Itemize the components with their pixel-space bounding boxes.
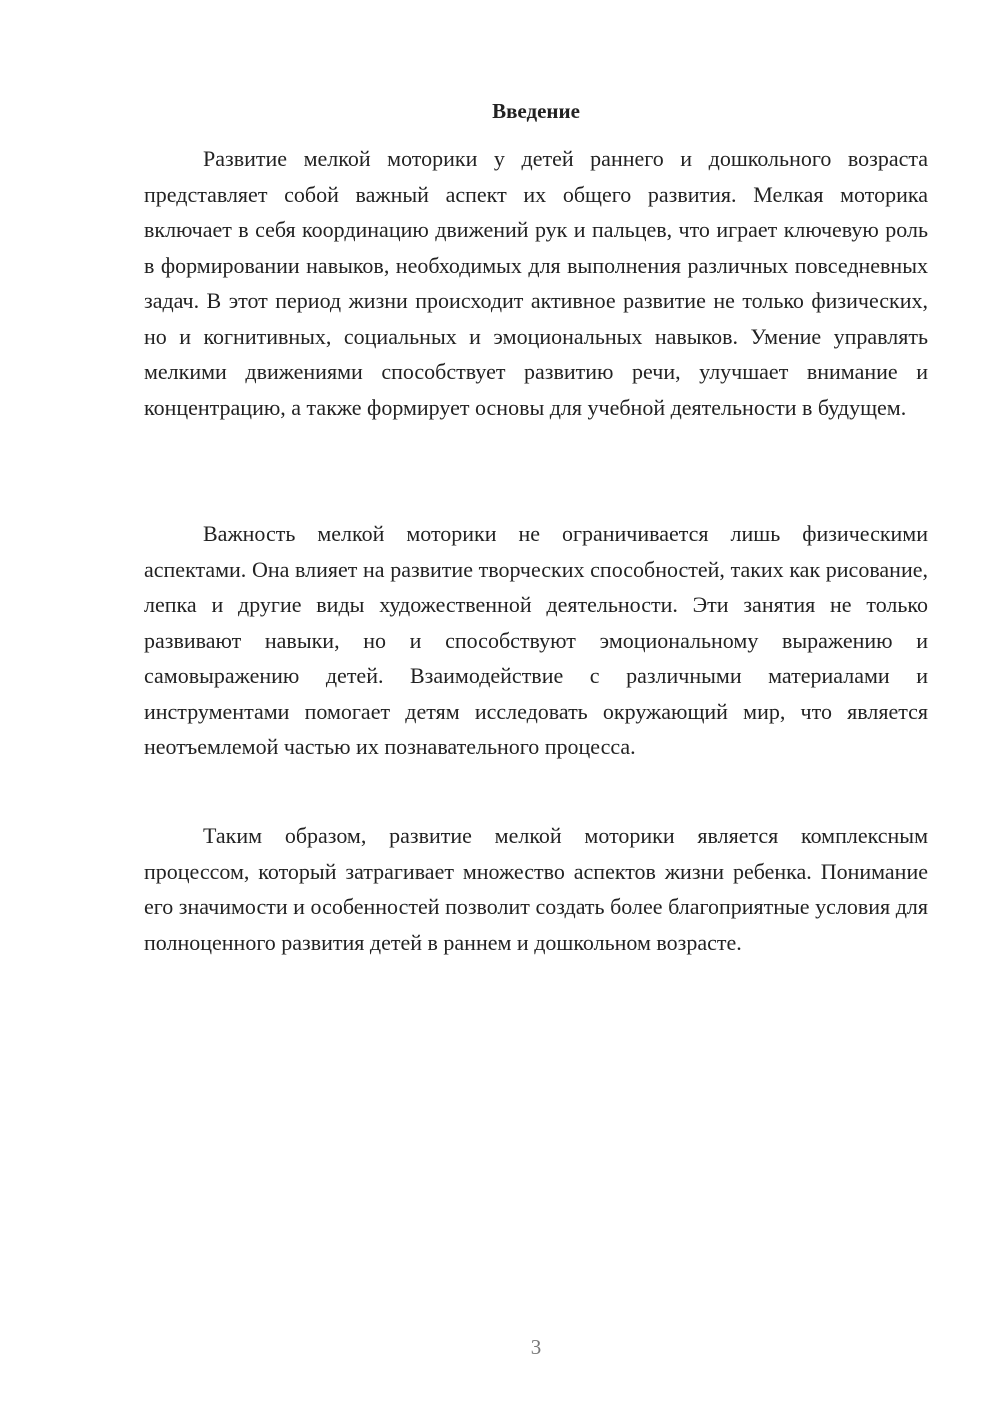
paragraph-3 (144, 818, 928, 960)
paragraph-3-text: Таким образом, развитие мелкой моторики является комплексным процессом, который затрагивает множество аспектов жизни ребенка. Понимание его значимости и особенностей позволит создать более благоприятные условия для полноценного развития детей в раннем и дошкольном возрасте. (144, 823, 928, 955)
paragraph-1 (144, 141, 928, 425)
page-number: 3 (530, 1335, 542, 1359)
paragraph-2-text: Важность мелкой моторики не ограничивается лишь физическими аспектами. Она влияет на развитие творческих способностей, таких как рисование, лепка и другие виды художественной деятельности. Эти занятия не только развивают навыки, но и способствуют эмоциональному выражению и самовыражению детей. Взаимодействие с различными материалами и инструментами помогает детям исследовать окружающий мир, что является неотъемлемой частью их познавательного процесса. (144, 521, 928, 759)
section-title: Введение (492, 99, 580, 123)
paragraph-1-text: Развитие мелкой моторики у детей раннего и дошкольного возраста представляет собой важный аспект их общего развития. Мелкая моторика включает в себя координацию движений рук и пальцев, что играет ключевую роль в формировании навыков, необходимых для выполнения различных повседневных задач. В этот период жизни происходит активное развитие не только физических, но и когнитивных, социальных и эмоциональных навыков. Умение управлять мелкими движениями способствует развитию речи, улучшает внимание и концентрацию, а также формирует основы для учебной деятельности в будущем. (144, 146, 928, 420)
paragraph-2 (144, 516, 928, 765)
